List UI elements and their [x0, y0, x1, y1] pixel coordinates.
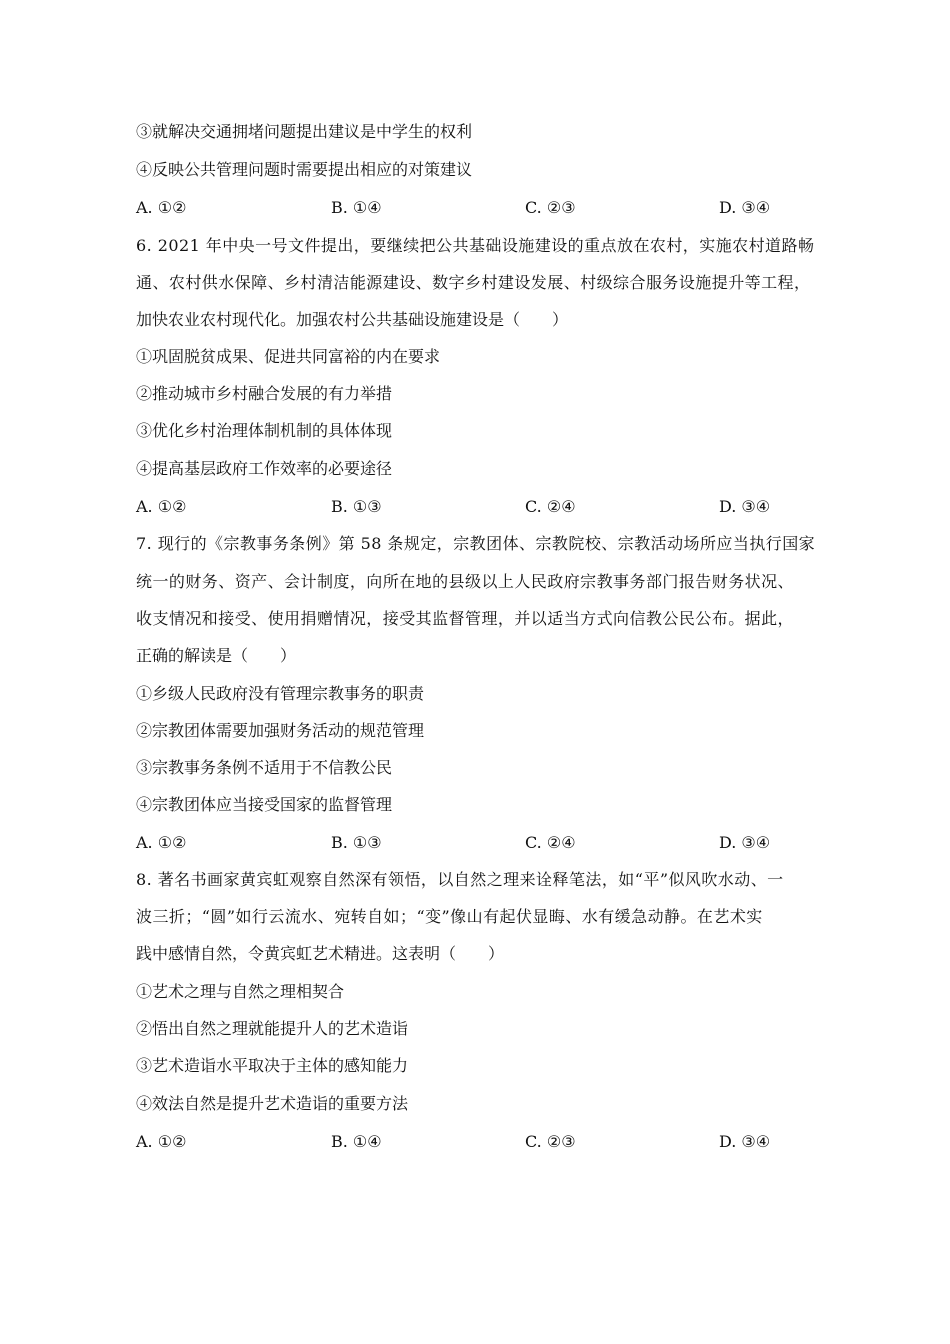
question-8-stem: 波三折；“圆”如行云流水、宛转自如；“变”像山有起伏显晦、水有缓急动静。在艺术实: [136, 907, 763, 926]
question-6-stem: 加快农业农村现代化。加强农村公共基础设施建设是（ ）: [136, 310, 569, 329]
question-7-stem: 7. 现行的《宗教事务条例》第 58 条规定，宗教团体、宗教院校、宗教活动场所应当执行国家: [136, 534, 816, 553]
option-b: B. ①③: [331, 833, 382, 852]
option-b: B. ①③: [331, 497, 382, 516]
option-d: D. ③④: [719, 833, 771, 852]
option-d: D. ③④: [719, 198, 771, 217]
question-8-stem: 践中感情自然，令黄宾虹艺术精进。这表明（ ）: [136, 944, 505, 963]
question-6-stem: 6. 2021 年中央一号文件提出，要继续把公共基础设施建设的重点放在农村，实施农村道路畅: [136, 236, 815, 255]
statement: ④宗教团体应当接受国家的监督管理: [136, 795, 393, 814]
option-a: A. ①②: [136, 833, 187, 852]
option-c: C. ②④: [525, 497, 576, 516]
statement: ④反映公共管理问题时需要提出相应的对策建议: [136, 160, 473, 179]
option-c: C. ②④: [525, 833, 576, 852]
statement: ②推动城市乡村融合发展的有力举措: [136, 384, 393, 403]
option-c: C. ②③: [525, 198, 576, 217]
option-c: C. ②③: [525, 1132, 576, 1151]
option-a: A. ①②: [136, 497, 187, 516]
statement: ③就解决交通拥堵问题提出建议是中学生的权利: [136, 122, 473, 141]
statement: ②宗教团体需要加强财务活动的规范管理: [136, 721, 425, 740]
statement: ④效法自然是提升艺术造诣的重要方法: [136, 1094, 409, 1113]
question-7-stem: 统一的财务、资产、会计制度，向所在地的县级以上人民政府宗教事务部门报告财务状况、: [136, 572, 795, 591]
option-d: D. ③④: [719, 497, 771, 516]
statement: ③艺术造诣水平取决于主体的感知能力: [136, 1056, 409, 1075]
question-8-stem: 8. 著名书画家黄宾虹观察自然深有领悟，以自然之理来诠释笔法，如“平”似风吹水动、一: [136, 870, 784, 889]
option-a: A. ①②: [136, 198, 187, 217]
statement: ①艺术之理与自然之理相契合: [136, 982, 345, 1001]
statement: ②悟出自然之理就能提升人的艺术造诣: [136, 1019, 409, 1038]
option-b: B. ①④: [331, 1132, 382, 1151]
statement: ③宗教事务条例不适用于不信教公民: [136, 758, 393, 777]
statement: ③优化乡村治理体制机制的具体体现: [136, 421, 393, 440]
question-7-stem: 收支情况和接受、使用捐赠情况，接受其监督管理，并以适当方式向信教公民公布。据此，: [136, 609, 795, 628]
option-b: B. ①④: [331, 198, 382, 217]
option-d: D. ③④: [719, 1132, 771, 1151]
question-6-stem: 通、农村供水保障、乡村清洁能源建设、数字乡村建设发展、村级综合服务设施提升等工程，: [136, 273, 811, 292]
statement: ④提高基层政府工作效率的必要途径: [136, 459, 393, 478]
statement: ①乡级人民政府没有管理宗教事务的职责: [136, 684, 425, 703]
statement: ①巩固脱贫成果、促进共同富裕的内在要求: [136, 347, 441, 366]
question-7-stem: 正确的解读是（ ）: [136, 646, 297, 665]
option-a: A. ①②: [136, 1132, 187, 1151]
